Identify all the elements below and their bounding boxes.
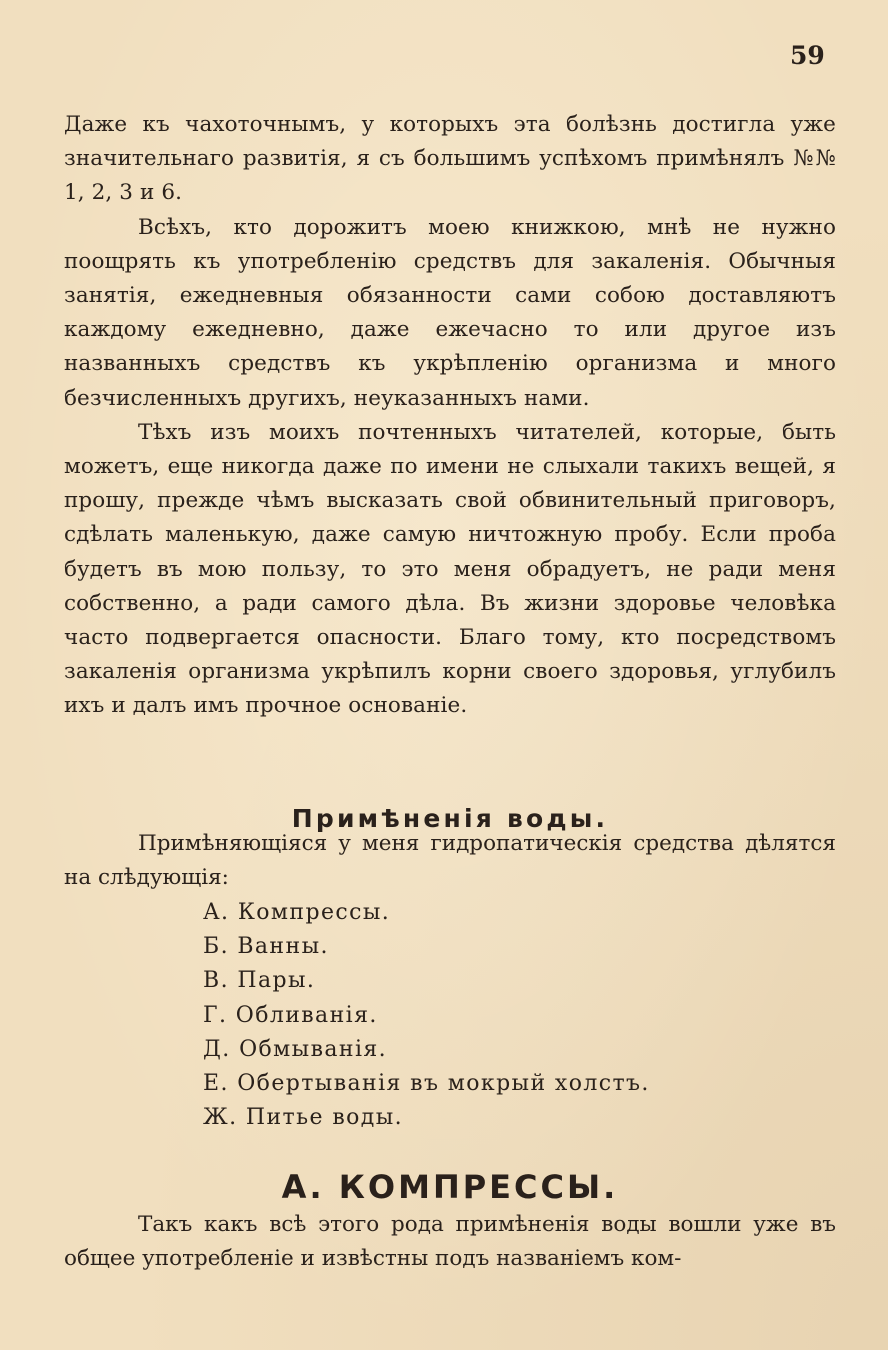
chapter-heading-compresses: А. КОМПРЕССЫ. (281, 1168, 619, 1207)
list-item-baths: Б. Ванны. (203, 934, 329, 960)
list-item-wet-wraps: Е. Обертыванія въ мокрый холстъ. (203, 1071, 650, 1097)
paragraph-consumptives: Даже къ чахоточнымъ, у которыхъ эта болѣзнь достигла уже значительнаго развитія, я съ большимъ успѣхомъ примѣнялъ №№ 1, 2, 3 и 6. (64, 112, 836, 206)
main-text (64, 108, 836, 724)
list-item-douches: Г. Обливанія. (203, 1002, 378, 1028)
list-item-washings: Д. Обмыванія. (203, 1036, 388, 1062)
closing-paragraph: Такъ какъ всѣ этого рода примѣненія воды вошли уже въ общее употребленіе и извѣстны подъ названіемъ ком- (64, 1212, 836, 1272)
section-intro-paragraph: Примѣняющіяся у меня гидропатическія средства дѣлятся на слѣдующія: (64, 831, 836, 891)
list-item-compresses: А. Компрессы. (203, 900, 391, 925)
page-number: 59 (790, 41, 825, 70)
section-heading-water-applications: Примѣненія воды. (291, 803, 609, 833)
paragraph-hardening-means: Всѣхъ, кто дорожитъ моею книжкою, мнѣ не нужно поощрять къ употребленію средствъ для закаленія. Обычныя занятія, ежедневныя обязанности сами собою доставляютъ каждому ежедневно, даже ежечасно то или другое изъ названныхъ средствъ къ укрѣпленію организма и много безчисленныхъ другихъ, неуказанныхъ нами. (64, 214, 836, 411)
water-application-list (203, 896, 803, 1135)
list-item-steam: В. Пары. (203, 968, 316, 994)
paragraph-readers-request: Тѣхъ изъ моихъ почтенныхъ читателей, которые, быть можетъ, еще никогда даже по имени не слыхали такихъ вещей, я прошу, прежде чѣмъ высказать свой обвинительный приговоръ, сдѣлать маленькую, даже самую ничтожную пробу. Если проба будетъ въ мою пользу, то это меня обрадуетъ, не ради меня собственно, а ради самого дѣла. Въ жизни здоровье человѣка часто подвергается опасности. Благо тому, кто посредствомъ закаленія организма укрѣпилъ корни своего здоровья, углубилъ ихъ и далъ имъ прочное основаніе. (64, 419, 836, 719)
list-item-drinking-water: Ж. Питье воды. (203, 1105, 403, 1131)
